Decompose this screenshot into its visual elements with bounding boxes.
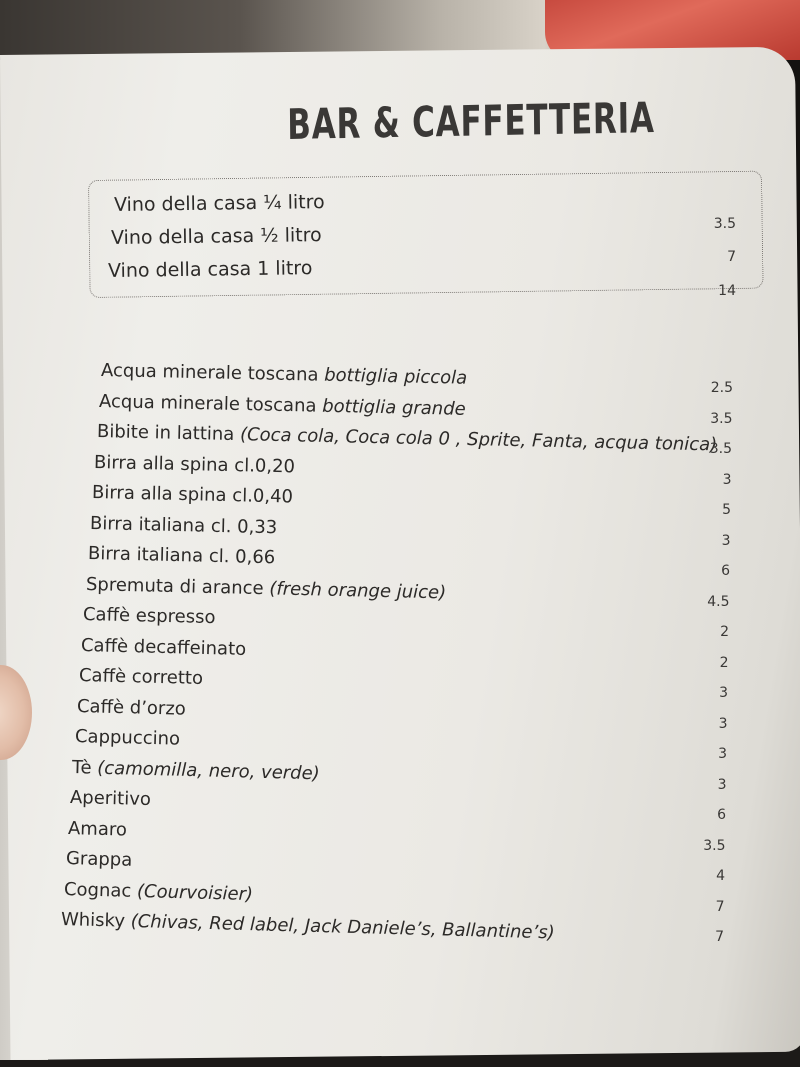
list-item	[79, 665, 203, 689]
item-price: 3	[722, 471, 732, 488]
item-note: (camomilla, nero, verde)	[97, 757, 321, 784]
item-name: Caffè espresso	[83, 604, 217, 629]
item-name: Birra alla spina cl.0,20	[94, 451, 296, 477]
item-note: (fresh orange juice)	[268, 577, 446, 603]
item-price: 2	[719, 654, 729, 671]
list-item	[92, 482, 293, 507]
wine-item-name: Vino della casa 1 litro	[107, 257, 313, 282]
item-price: 3.5	[710, 410, 733, 427]
list-item	[68, 818, 127, 841]
item-name: Birra alla spina cl.0,40	[91, 482, 294, 508]
item-name: Bibite in lattina	[96, 421, 235, 445]
list-item	[81, 635, 247, 660]
item-note: bottiglia piccola	[324, 364, 468, 389]
item-name: Birra italiana cl. 0,66	[87, 543, 276, 569]
item-price: 3	[717, 776, 727, 793]
menu-title: BAR & CAFFETTERIA	[287, 93, 655, 149]
item-price: 3	[718, 746, 727, 762]
item-price: 3.5	[703, 837, 726, 854]
item-note: (Coca cola, Coca cola 0 , Sprite, Fanta, acqua tonica)	[239, 424, 718, 456]
item-name: Caffè decaffeinato	[80, 634, 247, 660]
item-name: Whisky	[61, 909, 126, 932]
item-price: 3	[719, 685, 728, 701]
wine-item-price: 3.5	[713, 216, 736, 232]
item-note: (Courvoisier)	[136, 880, 253, 905]
item-name: Cappuccino	[74, 726, 180, 750]
list-item	[83, 604, 216, 628]
item-price: 3.5	[709, 441, 732, 457]
wine-item-price: 7	[727, 249, 736, 265]
list-item	[90, 513, 278, 538]
list-item	[70, 787, 151, 810]
list-item	[77, 696, 186, 720]
item-price: 5	[722, 502, 731, 518]
item-price: 7	[715, 898, 725, 915]
item-price: 6	[721, 563, 730, 579]
item-name: Caffè d’orzo	[76, 695, 186, 720]
list-item	[63, 879, 253, 905]
item-price: 2.5	[710, 380, 733, 396]
wine-item-price: 14	[718, 283, 736, 299]
item-name: Amaro	[67, 817, 128, 841]
wine-item-name: Vino della casa ½ litro	[110, 224, 322, 249]
item-note: (Chivas, Red label, Jack Daniele’s, Ballantine’s)	[130, 910, 556, 944]
list-item	[94, 452, 295, 477]
item-name: Cognac	[63, 878, 132, 902]
list-item	[74, 726, 180, 750]
list-item	[66, 848, 133, 871]
item-price: 4.5	[707, 593, 730, 610]
item-name: Acqua minerale toscana	[100, 360, 319, 386]
item-price: 3	[718, 715, 728, 732]
item-name: Acqua minerale toscana	[98, 390, 317, 417]
item-name: Tè	[72, 756, 93, 778]
item-name: Spremuta di arance	[85, 573, 264, 599]
item-price: 7	[715, 929, 724, 945]
item-price: 2	[720, 624, 729, 640]
wine-item-name: Vino della casa ¼ litro	[113, 191, 325, 216]
item-price: 4	[716, 868, 725, 884]
item-price: 6	[717, 807, 726, 823]
list-item	[88, 543, 276, 568]
item-price: 3	[721, 532, 731, 549]
item-name: Birra italiana cl. 0,33	[89, 512, 278, 538]
item-name: Caffè corretto	[78, 665, 204, 690]
item-note: bottiglia grande	[321, 395, 466, 420]
item-name: Grappa	[65, 848, 133, 871]
item-name: Aperitivo	[69, 787, 152, 811]
